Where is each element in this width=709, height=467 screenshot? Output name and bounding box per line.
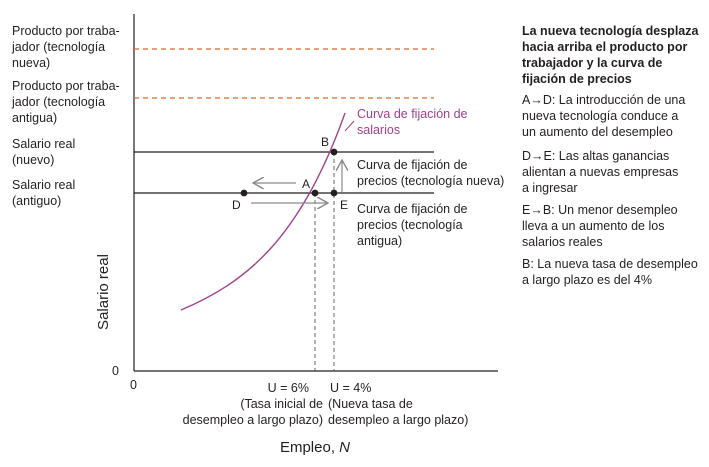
svg-text:lleva a un aumento de los: lleva a un aumento de los [522,219,665,233]
svg-text:nueva tecnología conduce a: nueva tecnología conduce a [522,109,679,123]
label-ppt-old [11,79,120,125]
svg-text:precios (tecnología nueva): precios (tecnología nueva) [357,174,505,188]
svg-text:E→B: Un menor desempleo: E→B: Un menor desempleo [522,203,678,217]
label-wage-new [12,137,75,167]
label-ppt-new [11,24,120,70]
svg-text:Salario real: Salario real [12,178,76,192]
marker-u6 [183,381,323,427]
svg-text:U = 4%: U = 4% [330,381,372,395]
svg-text:D→E: Las altas ganancias: D→E: Las altas ganancias [522,149,670,163]
svg-text:a largo plazo es del 4%: a largo plazo es del 4% [522,273,652,287]
point-d-label: D [232,198,241,212]
origin-y-label: 0 [112,364,119,378]
side-panel-d-to-e [522,149,678,195]
svg-text:B: La nueva tasa de desempleo: B: La nueva tasa de desempleo [522,257,698,271]
svg-text:La nueva tecnología desplaza: La nueva tecnología desplaza [522,24,699,38]
svg-text:a ingresar: a ingresar [522,181,578,195]
point-e-dot [331,190,338,197]
svg-text:antigua): antigua) [12,111,58,125]
point-e-label: E [340,198,349,212]
svg-text:hacia arriba el producto por: hacia arriba el producto por [522,40,688,54]
label-wage-old [12,178,75,208]
svg-text:salarios: salarios [357,123,401,137]
point-d-dot [241,190,248,197]
svg-text:(antiguo): (antiguo) [12,194,62,208]
svg-text:(nuevo): (nuevo) [12,153,55,167]
svg-text:Salario real: Salario real [12,137,76,151]
svg-text:A→D: La introducción de una: A→D: La introducción de una [522,93,686,107]
point-a-label: A [302,177,311,191]
svg-text:antigua): antigua) [357,234,403,248]
svg-text:(Nueva tasa de: (Nueva tasa de [328,397,413,411]
marker-u4 [328,381,468,427]
label-price-setting-old [357,202,468,248]
svg-text:trabajador y la curva de: trabajador y la curva de [522,56,663,70]
svg-text:desempleo a largo plazo): desempleo a largo plazo) [182,413,323,427]
point-b-label: B [321,135,330,149]
wage-curve-label-pointer [345,121,354,131]
svg-text:U = 6%: U = 6% [267,381,309,395]
side-panel-b [522,257,698,287]
svg-text:un aumento del desempleo: un aumento del desempleo [522,125,673,139]
svg-text:Producto por traba-: Producto por traba- [12,79,120,93]
y-axis-title: Salario real [95,254,112,330]
label-price-setting-new [357,158,504,188]
svg-text:jador (tecnología: jador (tecnología [12,40,106,54]
svg-text:Producto por traba-: Producto por traba- [12,24,120,38]
point-b-dot [331,149,338,156]
svg-text:jador (tecnología: jador (tecnología [12,95,106,109]
point-a-dot [312,190,319,197]
side-panel-title [522,24,699,86]
svg-text:Curva de fijación de: Curva de fijación de [357,158,468,172]
label-wage-setting-curve [357,107,468,137]
svg-text:alientan a nuevas empresas: alientan a nuevas empresas [522,165,679,179]
x-axis-title: Empleo, N [279,439,351,456]
svg-text:(Tasa inicial de: (Tasa inicial de [240,397,323,411]
svg-text:desempleo a largo plazo): desempleo a largo plazo) [328,413,469,427]
svg-text:Curva de fijación de: Curva de fijación de [357,202,468,216]
svg-text:salarios reales: salarios reales [522,235,603,249]
svg-text:nueva): nueva) [12,56,51,70]
svg-text:precios (tecnología: precios (tecnología [357,218,463,232]
side-panel-e-to-b [522,203,678,249]
side-panel-a-to-d [522,93,685,139]
svg-text:fijación de precios: fijación de precios [522,72,632,86]
origin-x-label: 0 [130,378,137,392]
svg-text:Curva de fijación de: Curva de fijación de [357,107,468,121]
